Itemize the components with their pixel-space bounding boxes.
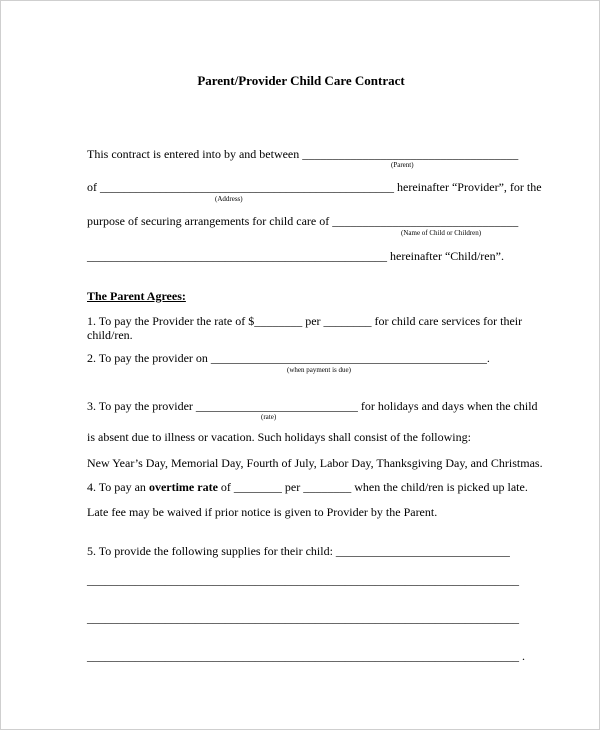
label-when-payment: (when payment is due) [287,366,351,374]
item-4-line [87,480,528,494]
item-5-line: 5. To provide the following supplies for their child: _____________________________ [87,544,510,558]
label-child: (Name of Child or Children) [401,229,482,237]
intro-line-address: of _________________________________________________ hereinafter “Provider”, for the [87,180,542,194]
item-3-line-2: is absent due to illness or vacation. Such holidays shall consist of the following: [87,430,471,444]
page-title: Parent/Provider Child Care Contract [197,73,405,88]
item-4-prefix: 4. To pay an [87,480,149,494]
label-address: (Address) [215,195,243,203]
intro-line-parent: This contract is entered into by and between ____________________________________ [87,147,519,161]
label-parent: (Parent) [391,161,414,169]
item-1-line-2: child/ren. [87,328,133,342]
blank-line-2: ________________________________________________________________________ [87,611,519,625]
item-4-bold: overtime rate [148,480,218,494]
item-4-note: Late fee may be waived if prior notice is given to Provider by the Parent. [87,505,438,519]
section-heading: The Parent Agrees: [87,289,186,303]
label-rate: (rate) [261,413,277,421]
intro-line-child: purpose of securing arrangements for child care of _______________________________ [87,214,519,228]
item-3-line-3: New Year’s Day, Memorial Day, Fourth of July, Labor Day, Thanksgiving Day, and Christmas. [87,456,543,470]
blank-line-1: ________________________________________________________________________ [87,573,519,587]
item-4-suffix: of ________ per ________ when the child/ren is picked up late. [217,480,528,494]
item-3-line-1: 3. To pay the provider ___________________________ for holidays and days when the child [87,399,538,413]
intro-line-children: __________________________________________________ hereinafter “Child/ren”. [87,249,504,263]
blank-line-3: ________________________________________________________________________ . [87,649,525,663]
item-2-line: 2. To pay the provider on ______________________________________________. [87,351,490,365]
item-1-line-1: 1. To pay the Provider the rate of $________ per ________ for child care services for their [87,314,523,328]
